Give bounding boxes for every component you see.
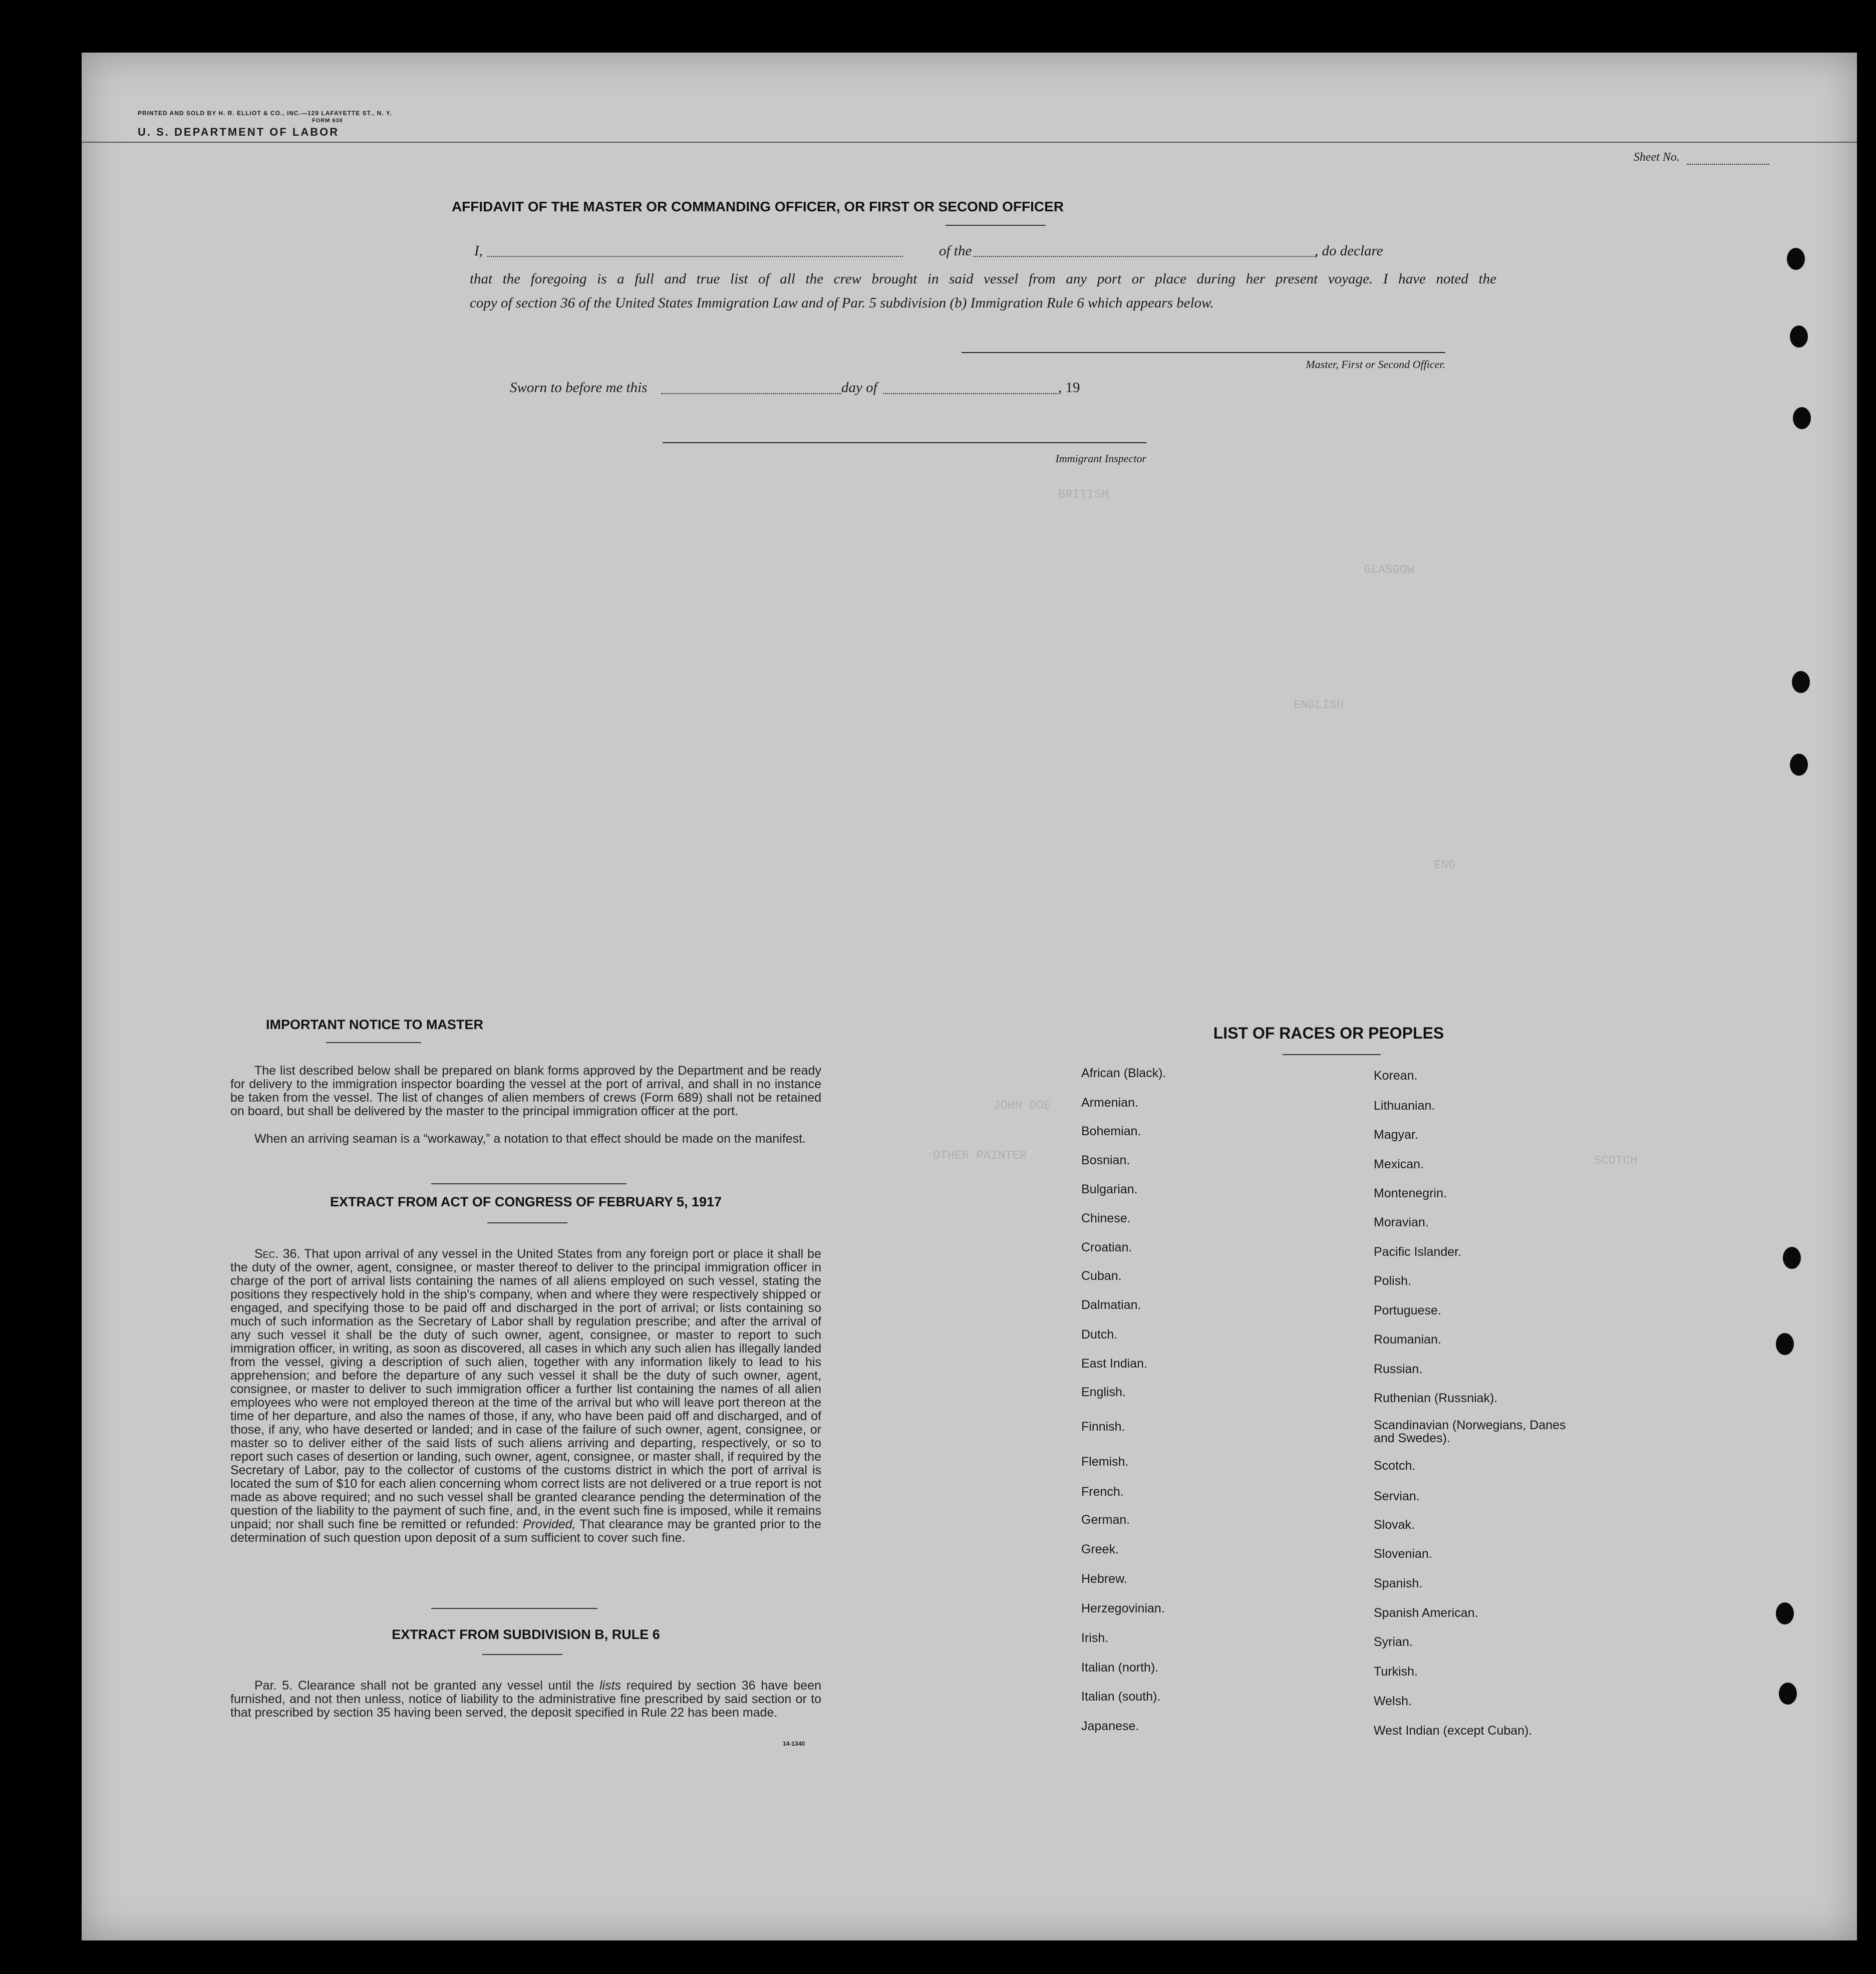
year-prefix: , 19 [1058,380,1080,396]
punch-hole [1787,248,1805,270]
of-the-label: of the [939,243,972,259]
master-signature-line[interactable] [962,352,1445,353]
left-item: German. [1081,1513,1130,1527]
left-item: Herzegovinian. [1081,1601,1165,1615]
affidavit-paragraph-1: that the foregoing is a full and true list of all the crew brought in said vessel from any port or place during her present voyage. I have noted the [470,271,1496,287]
bleed-through-text: OTHER PAINTER [933,1149,1027,1163]
left-item: African (Black). [1081,1066,1166,1080]
rule-text-a: Par. 5. Clearance shall not be granted any vessel until the [254,1679,594,1693]
right-item: Ruthenian (Russniak). [1374,1391,1498,1405]
left-item: Greek. [1081,1542,1119,1556]
left-item: Finnish. [1081,1420,1125,1434]
act-title-rule [487,1222,567,1223]
rule-extract-text [230,1679,821,1720]
bleed-through-text: ENG [1434,859,1456,872]
right-item: Slovenian. [1374,1547,1432,1561]
right-item: Montenegrin. [1374,1186,1447,1200]
section-divider [431,1183,627,1184]
left-item: French. [1081,1485,1124,1499]
left-item: Chinese. [1081,1211,1131,1225]
left-item: Italian (north). [1081,1661,1159,1675]
day-of-label: day of [841,380,877,396]
right-item: Spanish American. [1374,1606,1478,1620]
left-item: Armenian. [1081,1096,1138,1110]
bleed-through-text: JOHN DOE [993,1099,1051,1113]
right-item: Moravian. [1374,1215,1429,1229]
right-item: Scotch. [1374,1459,1416,1473]
declare-label: , do declare [1315,243,1383,259]
form-number: FORM 630 [312,118,343,124]
title-rule [946,225,1046,226]
right-item: Pacific Islander. [1374,1245,1462,1259]
rule-extract-title: EXTRACT FROM SUBDIVISION B, RULE 6 [392,1627,660,1642]
notice-text-2: When an arriving seaman is a “workaway,” a notation to that effect should be made on the manifest. [254,1132,806,1146]
right-item: West Indian (except Cuban). [1374,1724,1532,1738]
punch-hole [1790,325,1808,348]
notice-title: IMPORTANT NOTICE TO MASTER [266,1017,483,1032]
punch-hole [1779,1683,1797,1705]
punch-hole [1783,1247,1801,1269]
affiant-prefix: I, [474,243,483,259]
act-extract-title: EXTRACT FROM ACT OF CONGRESS OF FEBRUARY 5, 1917 [330,1194,722,1209]
bleed-through-text: SCOTCH [1594,1154,1638,1168]
provided-term: Provided, [523,1517,576,1531]
punch-hole [1776,1602,1794,1624]
left-item: Flemish. [1081,1455,1129,1469]
left-item: Irish. [1081,1631,1109,1645]
affidavit-title: AFFIDAVIT OF THE MASTER OR COMMANDING OFFICER, OR FIRST OR SECOND OFFICER [451,199,1064,214]
left-item: Bosnian. [1081,1153,1130,1167]
left-item: Dalmatian. [1081,1298,1141,1312]
affidavit-paragraph-2: copy of section 36 of the United States Immigration Law and of Par. 5 subdivision (b) Immigration Rule 6 which appears below. [470,295,1214,311]
rule-title-rule [482,1654,562,1655]
punch-hole [1792,671,1810,693]
left-item: English. [1081,1385,1126,1399]
left-item: Cuban. [1081,1269,1122,1283]
punch-hole [1790,754,1808,776]
bleed-through-text: ENGLISH [1294,699,1344,712]
vessel-name-field[interactable] [973,256,1317,257]
left-item: Hebrew. [1081,1572,1127,1586]
right-item: Lithuanian. [1374,1099,1435,1113]
right-item: Spanish. [1374,1576,1423,1590]
sworn-label: Sworn to before me this [510,380,648,396]
inspector-signature-line[interactable] [663,442,1146,443]
section-36-text-end: That clearance may be granted prior to the determination of such question upon deposit of a sum sufficient to cover such fine. [230,1517,821,1545]
master-signature-label: Master, First or Second Officer. [1306,358,1445,371]
print-code: 14-1340 [783,1740,805,1747]
document-sheet [82,53,1857,1940]
affiant-name-field[interactable] [487,256,903,257]
races-list-title: LIST OF RACES OR PEOPLES [1213,1024,1444,1042]
printer-line: PRINTED AND SOLD BY H. R. ELLIOT & CO., INC.—129 LAFAYETTE ST., N. Y. [138,110,392,117]
right-item: Magyar. [1374,1128,1418,1142]
right-item: Slovak. [1374,1518,1415,1532]
left-item: Bohemian. [1081,1124,1141,1138]
sworn-month-field[interactable] [883,393,1058,394]
punch-hole [1776,1333,1794,1355]
left-item: Dutch. [1081,1328,1118,1342]
right-item: Roumanian. [1374,1333,1441,1347]
sworn-day-field[interactable] [661,393,841,394]
left-item: Croatian. [1081,1240,1132,1254]
punch-hole [1793,407,1811,429]
section-divider [431,1608,597,1609]
right-item: Russian. [1374,1362,1423,1376]
right-item: Welsh. [1374,1694,1412,1708]
act-extract-text [230,1247,821,1545]
section-36-text: 36. That upon arrival of any vessel in the United States from any foreign port or place it shall be the duty of the owner, agent, consignee, or master thereof to deliver to the principal immigration officer in charge of the port of arrival lists containing the names of all aliens employed on such vessel, stating the positions they respectively hold in the ship's company, when and where they were respectively shipped or engaged, and specifying those to be paid off and discharged in the port of arrival; or lists containing so much of such information as the Secretary of Labor shall by regulation prescribe; and after the arrival of any such vessel it shall be the duty of such owner, agent, consignee, or master to report to such immigration officer, in writing, as soon as discovered, all cases in which any such alien has illegally landed from the vessel, giving a description of such alien, together with any information likely to lead to his apprehension; and before the departure of any such vessel it shall be the duty of such owner, agent, consignee, or master to deliver to such immigration officer a further list containing the names of all alien employees who were not employed thereon at the time of the arrival but who will leave port thereon at the time of her departure, and also the names of those, if any, who have been paid off and discharged, and of those, if any, who have deserted or landed; and in case of the failure of such owner, agent, consignee, or master so to deliver either of the said lists of such aliens arriving and departing, respectively, or so to report such cases of desertion or landing, such owner, agent, consignee, or master shall, if required by the Secretary of Labor, pay to the collector of customs of the customs district in which the port of arrival is located the sum of $10 for each alien concerning whom correct lists are not delivered or a true report is not made as above required; and no such vessel shall be granted clearance pending the determination of the question of the liability to the payment of such fine, and, in the event such fine is imposed, while it remains unpaid; nor shall such fine be remitted or refunded: [230,1247,821,1531]
right-item: Portuguese. [1374,1303,1441,1318]
section-label: Sec. [254,1247,279,1261]
department-name: U. S. DEPARTMENT OF LABOR [138,126,340,138]
left-item: Bulgarian. [1081,1182,1138,1196]
races-title-rule [1283,1054,1381,1055]
rule-text-b: required by section 36 have been furnished, and not then unless, notice of liability to the administrative fine prescribed by said section or to that prescribed by section 35 having been served, the deposit specified in Rule 22 has been made. [230,1679,821,1720]
right-item: Korean. [1374,1069,1418,1083]
lists-term: lists [599,1679,621,1693]
right-item: Syrian. [1374,1635,1413,1649]
sheet-number-field[interactable] [1687,164,1769,165]
right-item: Mexican. [1374,1157,1424,1171]
right-item: Servian. [1374,1489,1420,1503]
inspector-signature-label: Immigrant Inspector [1055,452,1146,465]
right-item: Polish. [1374,1274,1412,1288]
left-item: Japanese. [1081,1719,1139,1733]
notice-title-rule [326,1042,421,1043]
sheet-number-label: Sheet No. [1634,151,1680,164]
notice-text-1: The list described below shall be prepared on blank forms approved by the Department and be ready for delivery to the immigration inspector boarding the vessel at the port of arrival, and shall in no instance be taken from the vessel. The list of changes of alien members of crews (Form 689) shall not be retained on board, but shall be delivered by the master to the principal immigration officer at the port. [230,1064,821,1118]
left-item: Italian (south). [1081,1690,1161,1704]
bleed-through-text: GLASGOW [1364,563,1414,577]
header-rule [82,142,1857,143]
right-item: Turkish. [1374,1665,1418,1679]
right-item: Scandinavian (Norwegians, Danes and Swedes). [1374,1418,1566,1445]
bleed-through-text: BRITISH [1058,488,1109,502]
left-item: East Indian. [1081,1357,1148,1371]
